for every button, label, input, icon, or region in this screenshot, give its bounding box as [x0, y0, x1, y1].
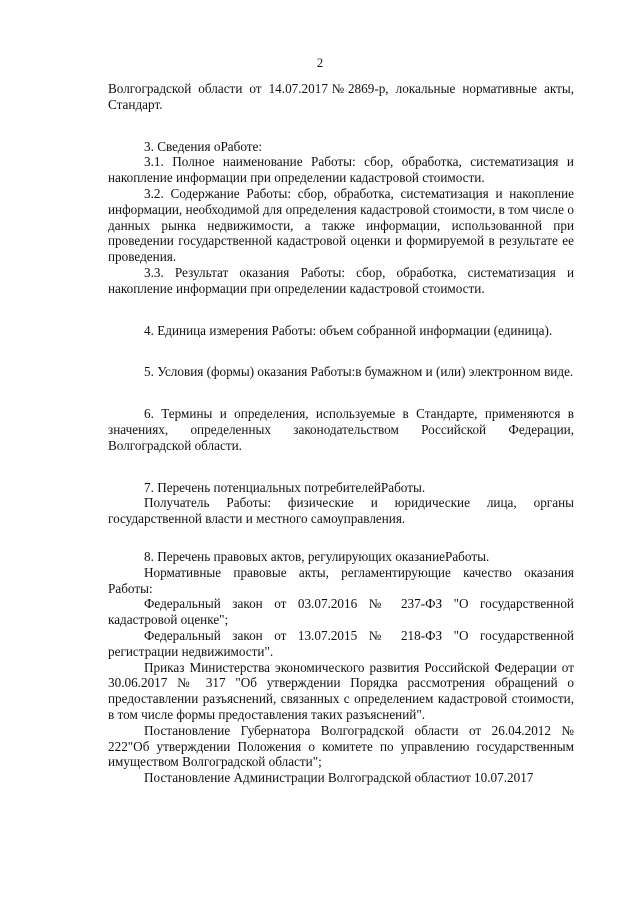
legal-act-governor-222: Постановление Губернатора Волгоградской области от 26.04.2012 № 222"Об утверждении Положения о комитете по управлению государственным имуществом Волгоградской области"; — [108, 722, 574, 770]
section-7-heading: 7. Перечень потенциальных потребителейРаботы. — [144, 479, 426, 495]
section-4: 4. Единица измерения Работы: объем собранной информации (единица). — [144, 322, 553, 338]
section-3-3: 3.3. Результат оказания Работы: сбор, обработка, систематизация и накопление информации при определении кадастровой стоимости. — [108, 264, 574, 296]
section-8-heading: 8. Перечень правовых актов, регулирующих оказаниеРаботы. — [144, 548, 490, 564]
legal-act-218-fz: Федеральный закон от 13.07.2015 № 218-ФЗ "О государственной регистрации недвижимости". — [108, 627, 574, 659]
section-3-heading: 3. Сведения оРаботе: — [144, 138, 263, 154]
section-3-2: 3.2. Содержание Работы: сбор, обработка, систематизация и накопление информации, необходимой для определения кадастровой стоимости, в том числе о данных рынка недвижимости, а также информации, использованной при проведении государственной кадастровой оценки и формируемой в результате ее проведения. — [108, 185, 574, 265]
section-3-1: 3.1. Полное наименование Работы: сбор, обработка, систематизация и накопление информации при определении кадастровой стоимости. — [108, 154, 574, 186]
legal-act-administration: Постановление Администрации Волгоградской областиот 10.07.2017 — [144, 770, 534, 786]
section-8-intro: Нормативные правовые акты, регламентирующие качество оказания Работы: — [108, 564, 574, 596]
page-number: 2 — [316, 56, 324, 70]
section-5: 5. Условия (формы) оказания Работы:в бумажном и (или) электронном виде. — [144, 364, 574, 380]
section-6: 6. Термины и определения, используемые в Стандарте, применяются в значениях, определенных законодательством Российской Федерации, Волгоградской области. — [108, 406, 574, 453]
legal-act-order-317: Приказ Министерства экономического развития Российской Федерации от 30.06.2017 № 317 "Об утверждении Порядка рассмотрения обращений о предоставлении разъяснений, связанных с определением кадастровой стоимости, в том числе формы предоставления таких разъяснений". — [108, 659, 574, 722]
legal-act-237-fz: Федеральный закон от 03.07.2016 № 237-ФЗ "О государственной кадастровой оценке"; — [108, 596, 574, 628]
document-body — [108, 81, 574, 786]
section-7-recipients: Получатель Работы: физические и юридические лица, органы государственной власти и местного самоуправления. — [108, 495, 574, 527]
paragraph-continuation: Волгоградской области от 14.07.2017№2869-р, локальные нормативные акты, Стандарт. — [108, 81, 574, 112]
